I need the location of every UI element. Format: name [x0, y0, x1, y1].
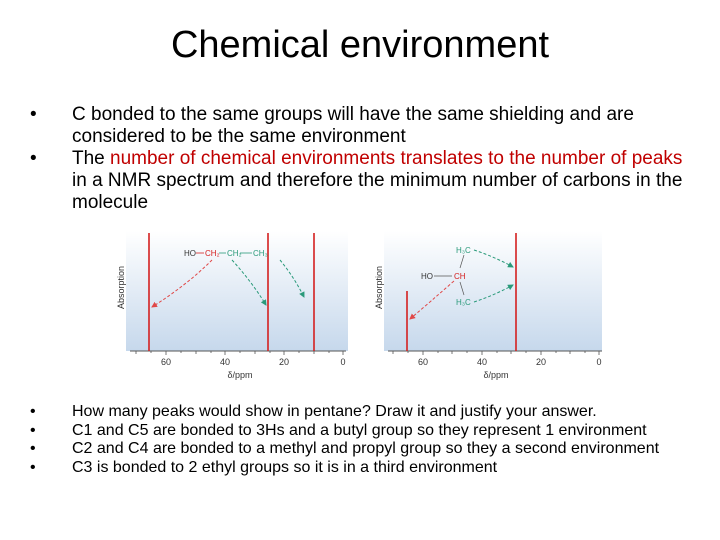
- tick-label-0: 0: [596, 357, 602, 367]
- tick-label-20: 20: [535, 357, 547, 367]
- x-axis-label: δ/ppm: [227, 370, 253, 380]
- mol-group-ch2-b: CH₂: [227, 249, 242, 258]
- tick-label-60: 60: [160, 357, 172, 367]
- mol-group-oh: HO: [184, 249, 196, 258]
- tick-label-60: 60: [417, 357, 429, 367]
- top-bullet-list: [30, 104, 690, 214]
- y-axis-label: Absorption: [374, 265, 384, 309]
- bullet-text-post: in a NMR spectrum and therefore the minimum number of carbons in the molecule: [72, 170, 683, 213]
- bullet-c2-c4: • C2 and C4 are bonded to a methyl and propyl group so they a second environment: [30, 440, 700, 459]
- bullet-text-pre: The: [72, 148, 111, 169]
- slide-title: Chemical environment: [170, 24, 550, 66]
- x-axis-ticks: [136, 351, 343, 355]
- mol-group-oh: HO: [421, 272, 433, 281]
- spectrum-propan-2-ol: [370, 227, 610, 382]
- bullet-same-environment: [30, 104, 690, 148]
- bullet-peaks: [30, 148, 690, 214]
- mol-group-ch: CH: [454, 272, 466, 281]
- bullet-text: C bonded to the same groups will have the same shielding and are considered to be the same environment: [72, 104, 634, 147]
- bullet-c1-c5: • C1 and C5 are bonded to 3Hs and a butyl group so they represent 1 environment: [30, 422, 700, 441]
- tick-label-20: 20: [278, 357, 290, 367]
- tick-label-0: 0: [340, 357, 346, 367]
- x-axis-label: δ/ppm: [483, 370, 509, 380]
- mol-group-h3c-top: H₃C: [456, 246, 471, 255]
- mol-group-h3c-bottom: H₃C: [456, 298, 471, 307]
- spectrum-ethanol: [112, 227, 352, 382]
- x-axis-ticks: [393, 351, 599, 355]
- bullet-c3: • C3 is bonded to 2 ethyl groups so it is in a third environment: [30, 459, 700, 478]
- bottom-bullet-list: [30, 403, 700, 477]
- mol-group-ch2-a: CH₂: [205, 249, 220, 258]
- y-axis-label: Absorption: [116, 265, 126, 309]
- bullet-text-highlight: number of chemical environments translates to the number of peaks: [110, 148, 683, 169]
- bullet-pentane-question: • How many peaks would show in pentane? Draw it and justify your answer.: [30, 403, 700, 422]
- tick-label-40: 40: [476, 357, 488, 367]
- plot-background: [384, 231, 602, 351]
- mol-group-ch3: CH₃: [253, 249, 268, 258]
- tick-label-40: 40: [219, 357, 231, 367]
